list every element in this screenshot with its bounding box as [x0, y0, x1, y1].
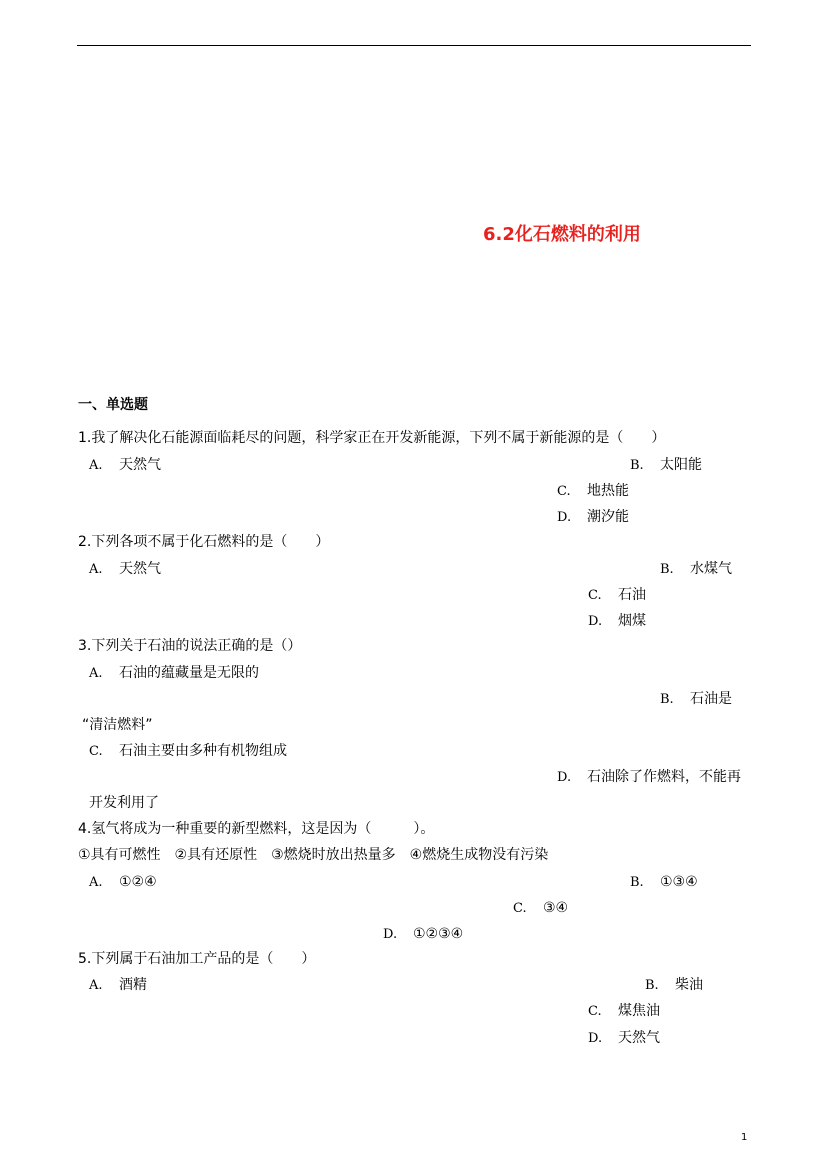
option-letter: A. [89, 666, 103, 681]
option-text: 天然气 [119, 457, 161, 473]
question-4-option-d[interactable] [383, 925, 463, 944]
option-text: 地热能 [587, 483, 629, 499]
option-letter: B. [660, 692, 674, 707]
option-text: 天然气 [119, 561, 161, 577]
option-text: 石油除了作燃料，不能再 [587, 769, 741, 785]
question-2-option-a[interactable] [89, 560, 161, 579]
question-5-option-a[interactable] [89, 976, 147, 995]
option-letter: D. [383, 927, 398, 942]
option-text: 石油的蕴藏量是无限的 [119, 665, 259, 681]
option-letter: B. [645, 978, 659, 993]
question-3-stem: 3.下列关于石油的说法正确的是（） [78, 638, 302, 654]
header-rule [77, 45, 751, 46]
option-letter: C. [588, 588, 602, 603]
question-5-option-b[interactable] [645, 976, 703, 995]
option-text: 石油主要由多种有机物组成 [119, 743, 287, 759]
option-letter: B. [630, 875, 644, 890]
option-text: 煤焦油 [618, 1003, 660, 1019]
option-letter: A. [89, 978, 103, 993]
question-1-stem: 1.我了解决化石能源面临耗尽的问题，科学家正在开发新能源，下列不属于新能源的是（ ） [78, 430, 666, 446]
option-letter: D. [588, 614, 603, 629]
option-text: 柴油 [675, 977, 703, 993]
option-text: 天然气 [618, 1030, 660, 1046]
question-2-option-c[interactable] [588, 586, 646, 605]
question-3-option-d[interactable] [557, 768, 741, 787]
question-2-stem: 2.下列各项不属于化石燃料的是（ ） [78, 534, 330, 550]
option-letter: B. [630, 458, 644, 473]
question-1-option-d[interactable] [557, 508, 629, 527]
question-4-stem: 4.氢气将成为一种重要的新型燃料，这是因为（ ）。 [78, 821, 435, 837]
option-text: ③④ [543, 900, 569, 916]
option-text: ①③④ [660, 874, 698, 890]
option-text: 水煤气 [690, 561, 732, 577]
option-text: ①②③④ [413, 926, 464, 942]
question-1-option-b[interactable] [630, 456, 702, 475]
option-text: 酒精 [119, 977, 147, 993]
option-letter: D. [588, 1031, 603, 1046]
option-letter: C. [89, 744, 103, 759]
document-title: 6.2化石燃料的利用 [483, 224, 641, 245]
question-3-option-b[interactable] [660, 690, 732, 709]
option-letter: D. [557, 770, 572, 785]
question-5-option-c[interactable] [588, 1002, 660, 1021]
option-text: 烟煤 [618, 613, 646, 629]
option-text: 潮汐能 [587, 509, 629, 525]
option-letter: B. [660, 562, 674, 577]
question-4-option-b[interactable] [630, 873, 698, 892]
option-text: 石油是 [690, 691, 732, 707]
option-text: 太阳能 [660, 457, 702, 473]
question-1-option-c[interactable] [557, 482, 629, 501]
question-4-statements: ①具有可燃性 ②具有还原性 ③燃烧时放出热量多 ④燃烧生成物没有污染 [78, 847, 549, 863]
option-letter: C. [588, 1004, 602, 1019]
question-3-option-d-continuation: 开发利用了 [89, 795, 159, 811]
question-3-option-b-continuation: “清洁燃料” [82, 717, 153, 733]
question-3-option-a[interactable] [89, 664, 259, 683]
option-letter: D. [557, 510, 572, 525]
option-letter: C. [557, 484, 571, 499]
option-letter: A. [89, 875, 103, 890]
question-1-option-a[interactable] [89, 456, 161, 475]
section-heading: 一、单选题 [78, 397, 148, 413]
question-2-option-b[interactable] [660, 560, 732, 579]
option-letter: A. [89, 458, 103, 473]
page-number: 1 [741, 1132, 748, 1143]
question-4-option-a[interactable] [89, 873, 157, 892]
option-letter: C. [513, 901, 527, 916]
question-4-option-c[interactable] [513, 899, 568, 918]
option-letter: A. [89, 562, 103, 577]
question-3-option-c[interactable] [89, 742, 287, 761]
option-text: ①②④ [119, 874, 157, 890]
option-text: 石油 [618, 587, 646, 603]
question-2-option-d[interactable] [588, 612, 646, 631]
question-5-stem: 5.下列属于石油加工产品的是（ ） [78, 951, 316, 967]
question-5-option-d[interactable] [588, 1029, 660, 1048]
